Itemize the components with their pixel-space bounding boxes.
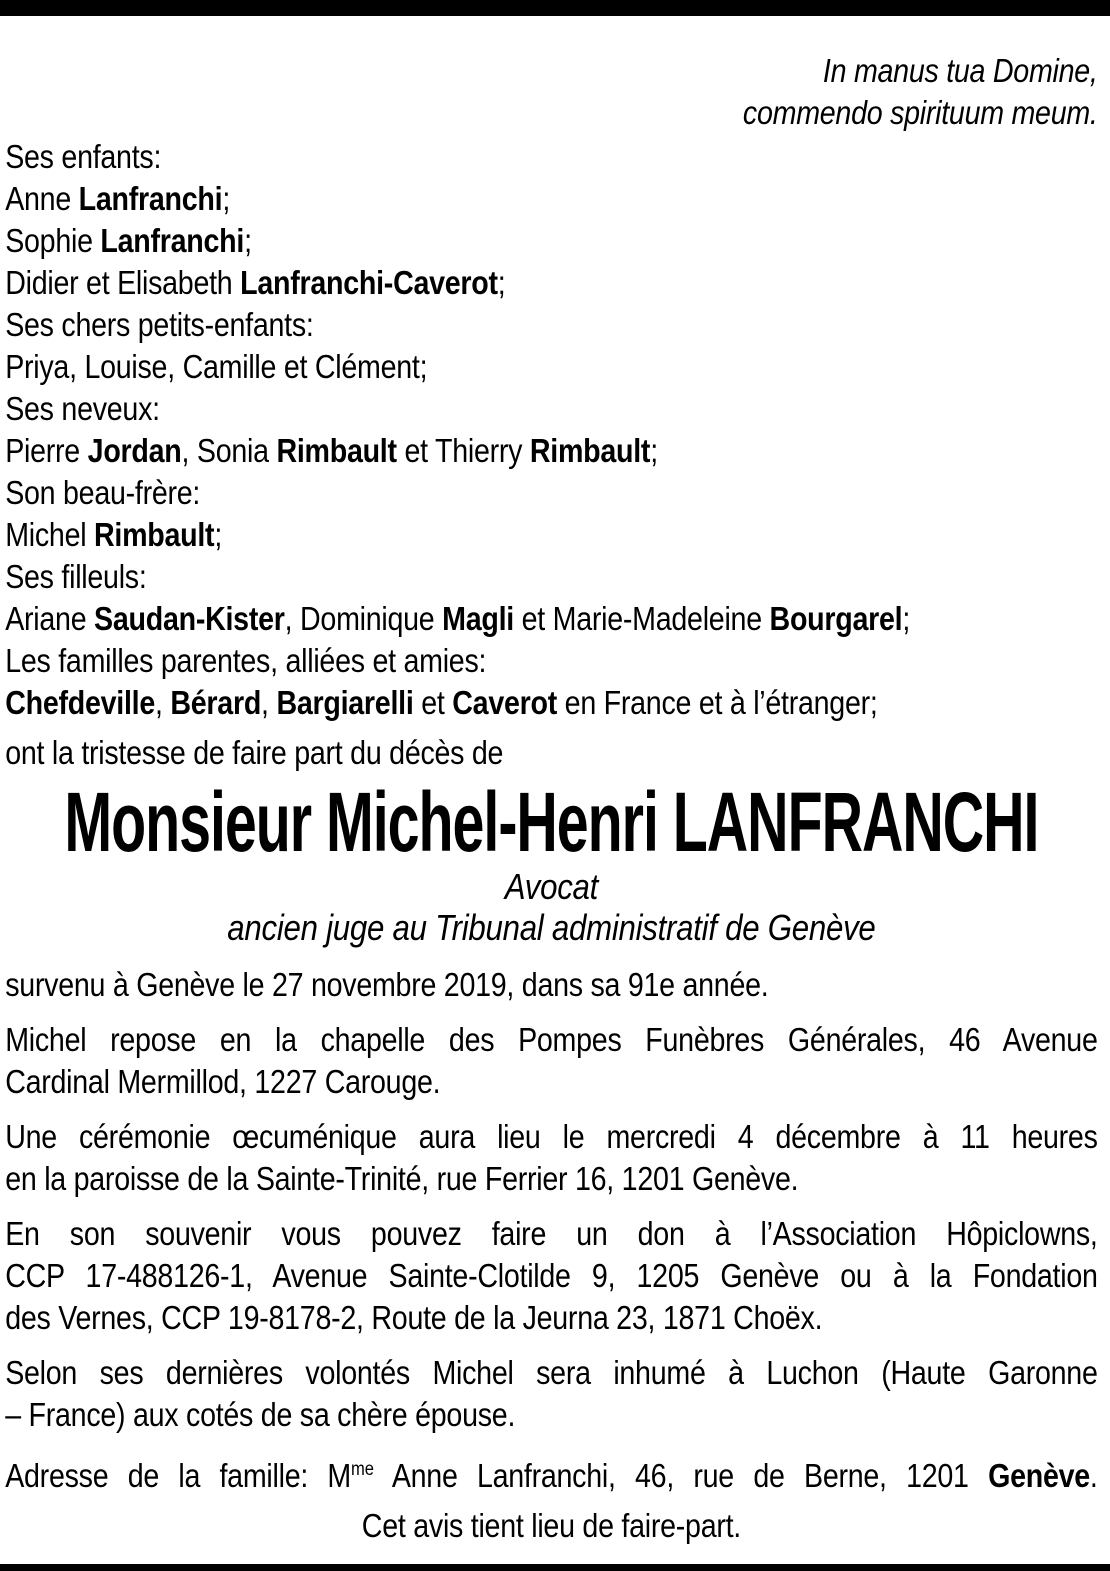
family-list-line: [5, 304, 1097, 346]
family-list-text: ,: [261, 684, 277, 721]
family-list-text: ;: [497, 264, 506, 301]
family-list-text: Saudan-Kister: [94, 600, 285, 637]
closing-note-text: Cet avis tient lieu de faire-part.: [361, 1507, 742, 1544]
family-list-text: et Marie-Madeleine: [513, 600, 770, 637]
family-list-line: [5, 388, 1097, 430]
epigraph-text: commendo spirituum meum.: [742, 94, 1098, 131]
epigraph-text: In manus tua Domine,: [822, 52, 1098, 89]
family-list: [5, 136, 1097, 724]
ceremony-info-line: [5, 1116, 1097, 1158]
family-address: [5, 1449, 1097, 1497]
repose-location-text: Cardinal Mermillod, 1227 Carouge.: [5, 1063, 441, 1100]
family-address-text: Anne Lanfranchi, 46, rue de Berne, 1201: [374, 1457, 989, 1494]
intro-text: ont la tristesse de faire part du décès de: [5, 734, 504, 771]
family-address-text: Adresse de la famille: M: [5, 1457, 351, 1494]
family-list-text: ;: [244, 222, 252, 259]
deceased-title-profession: [5, 866, 1097, 907]
family-list-text: Ariane: [5, 600, 95, 637]
family-list-line: [5, 556, 1097, 598]
burial-info: [5, 1352, 1097, 1436]
family-list-text: Bargiarelli: [276, 684, 414, 721]
family-list-text: ;: [222, 180, 231, 217]
family-list-line: [5, 598, 1097, 640]
family-address-text: .: [1089, 1457, 1098, 1494]
family-list-text: Rimbault: [276, 432, 397, 469]
deceased-name: [5, 775, 1097, 869]
intro: [5, 732, 1097, 774]
family-list-text: Lanfranchi: [100, 222, 245, 259]
family-list-text: Michel: [5, 516, 95, 553]
family-list-text: Les familles parentes, alliées et amies:: [5, 642, 487, 679]
deceased-title-profession-text: Avocat: [504, 866, 599, 907]
donation-info-text: CCP 17-488126-1, Avenue Sainte-Clotilde 9, 1205 Genève ou à la Fondation: [5, 1257, 1098, 1294]
family-list-text: Bourgarel: [769, 600, 903, 637]
family-list-text: Ses neveux:: [5, 390, 160, 427]
epigraph-line: [5, 92, 1097, 134]
epigraph-line: [5, 50, 1097, 92]
burial-info-line: [5, 1394, 1097, 1436]
donation-info-text: des Vernes, CCP 19-8178-2, Route de la Jeurna 23, 1871 Choëx.: [5, 1299, 823, 1336]
family-list-text: Son beau-frère:: [5, 474, 201, 511]
family-list-text: Chefdeville: [5, 684, 155, 721]
epigraph: [5, 50, 1097, 134]
repose-location-line: [5, 1019, 1097, 1061]
family-list-text: Lanfranchi: [78, 180, 223, 217]
family-list-text: Didier et Elisabeth: [5, 264, 241, 301]
closing-note-line: [5, 1505, 1097, 1547]
family-list-text: Magli: [442, 600, 514, 637]
family-list-text: , Sonia: [181, 432, 277, 469]
deceased-title-judge: [5, 907, 1097, 948]
death-announcement-line: [5, 964, 1097, 1006]
family-list-line: [5, 346, 1097, 388]
family-list-text: ;: [214, 516, 223, 553]
deceased-title-profession-line: [5, 866, 1097, 907]
family-list-line: [5, 262, 1097, 304]
family-list-line: [5, 472, 1097, 514]
family-list-text: Bérard: [170, 684, 262, 721]
ceremony-info-text: Une cérémonie œcuménique aura lieu le mercredi 4 décembre à 11 heures: [5, 1118, 1098, 1155]
burial-info-line: [5, 1352, 1097, 1394]
death-announcement: [5, 964, 1097, 1006]
family-list-text: Sophie: [5, 222, 101, 259]
donation-info-text: En son souvenir vous pouvez faire un don à l’Association Hôpiclowns,: [5, 1215, 1098, 1252]
family-list-text: , Dominique: [284, 600, 443, 637]
family-list-text: Ses enfants:: [5, 138, 162, 175]
family-list-text: Jordan: [87, 432, 182, 469]
repose-location-line: [5, 1061, 1097, 1103]
family-list-text: Ses filleuls:: [5, 558, 147, 595]
ceremony-info-text: en la paroisse de la Sainte-Trinité, rue Ferrier 16, 1201 Genève.: [5, 1160, 799, 1197]
family-list-line: [5, 136, 1097, 178]
family-list-line: [5, 430, 1097, 472]
donation-info-line: [5, 1255, 1097, 1297]
family-list-line: [5, 682, 1097, 724]
family-list-text: et Thierry: [396, 432, 530, 469]
family-list-text: Priya, Louise, Camille et Clément;: [5, 348, 428, 385]
family-list-line: [5, 514, 1097, 556]
ceremony-info-line: [5, 1158, 1097, 1200]
family-list-text: Ses chers petits-enfants:: [5, 306, 314, 343]
burial-info-text: – France) aux cotés de sa chère épouse.: [5, 1396, 516, 1433]
repose-location-text: Michel repose en la chapelle des Pompes Funèbres Générales, 46 Avenue: [5, 1021, 1098, 1058]
death-announcement-text: survenu à Genève le 27 novembre 2019, dans sa 91e année.: [5, 966, 769, 1003]
repose-location: [5, 1019, 1097, 1103]
ceremony-info: [5, 1116, 1097, 1200]
family-list-line: [5, 220, 1097, 262]
closing-note: [5, 1505, 1097, 1547]
deceased-name-text: Monsieur Michel-Henri LANFRANCHI: [64, 775, 1039, 869]
top-border-bar: [0, 0, 1110, 16]
intro-line: [5, 732, 1097, 774]
bottom-border-bar: [0, 1564, 1110, 1571]
deceased-name-line: [5, 775, 1097, 869]
deceased-title-judge-text: ancien juge au Tribunal administratif de Genève: [227, 907, 876, 948]
notice-body: [0, 16, 1110, 1547]
family-address-text: me: [350, 1459, 375, 1480]
family-list-text: et: [413, 684, 453, 721]
family-list-text: Pierre: [5, 432, 88, 469]
donation-info-line: [5, 1213, 1097, 1255]
family-list-text: Anne: [5, 180, 79, 217]
donation-info-line: [5, 1297, 1097, 1339]
family-address-line: [5, 1449, 1097, 1497]
family-list-text: ;: [650, 432, 658, 469]
family-list-text: Lanfranchi-Caverot: [240, 264, 498, 301]
family-list-line: [5, 640, 1097, 682]
family-list-line: [5, 178, 1097, 220]
family-list-text: ;: [902, 600, 911, 637]
family-list-text: Caverot: [452, 684, 557, 721]
burial-info-text: Selon ses dernières volontés Michel sera inhumé à Luchon (Haute Garonne: [5, 1354, 1098, 1391]
donation-info: [5, 1213, 1097, 1339]
family-list-text: ,: [154, 684, 171, 721]
family-address-text: Genève: [988, 1457, 1090, 1494]
deceased-title-judge-line: [5, 907, 1097, 948]
family-list-text: Rimbault: [529, 432, 651, 469]
family-list-text: Rimbault: [94, 516, 215, 553]
family-list-text: en France et à l’étranger;: [556, 684, 878, 721]
